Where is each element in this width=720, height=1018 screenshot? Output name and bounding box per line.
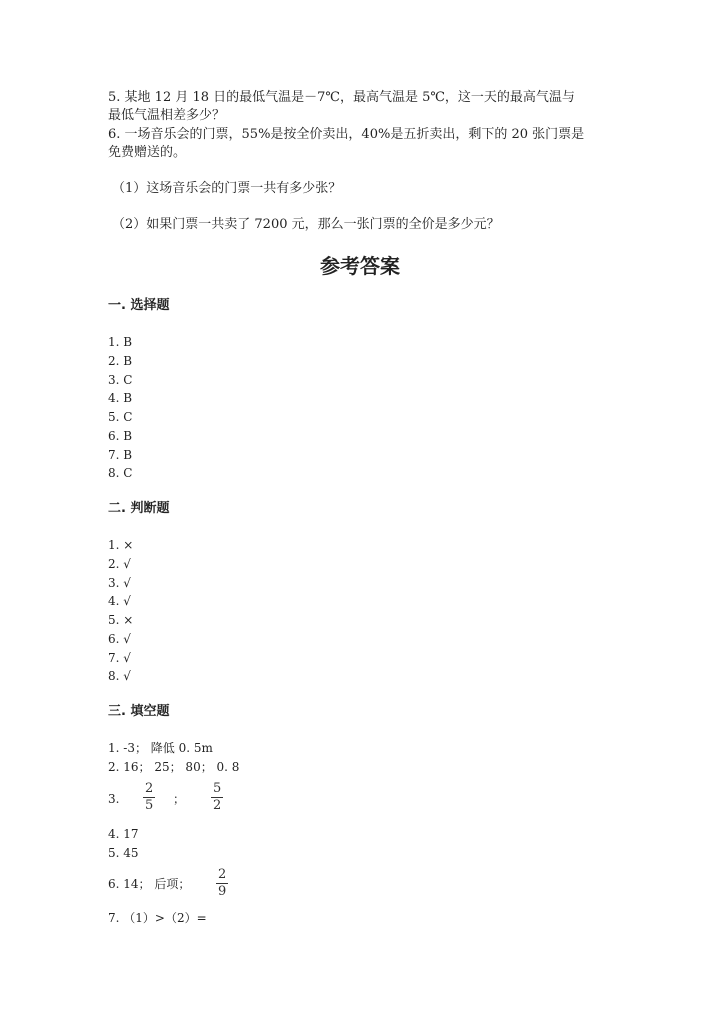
section-3-heading: 三. 填空题 bbox=[108, 704, 170, 719]
section-3-answer-2: 2. 16； 25； 80； 0. 8 bbox=[108, 760, 240, 774]
question-6-sub-2: （2）如果门票一共卖了 7200 元，那么一张门票的全价是多少元？ bbox=[112, 217, 500, 232]
section-2-answer: 6. √ bbox=[108, 632, 131, 646]
section-2-answer: 2. √ bbox=[108, 557, 131, 571]
section-3-answer-3-label: 3. bbox=[108, 792, 120, 806]
section-1-answer: 8. C bbox=[108, 466, 133, 480]
fraction-denominator: 2 bbox=[213, 798, 222, 813]
fraction-five-halves bbox=[211, 782, 223, 813]
question-5-line-2: 最低气温相差多少？ bbox=[108, 108, 226, 123]
question-5-line-1: 5. 某地 12 月 18 日的最低气温是－7℃，最高气温是 5℃，这一天的最高气温与 bbox=[108, 90, 575, 105]
section-1-answer: 4. B bbox=[108, 391, 133, 405]
section-2-answer: 1. × bbox=[108, 538, 134, 552]
section-3-answer-6-label: 6. 14； 后项； bbox=[108, 877, 191, 891]
section-1-answer: 2. B bbox=[108, 354, 133, 368]
section-1-heading: 一. 选择题 bbox=[108, 298, 170, 313]
question-6-sub-1: （1）这场音乐会的门票一共有多少张？ bbox=[112, 181, 342, 196]
section-2-answer: 5. × bbox=[108, 613, 134, 627]
fraction-numerator: 5 bbox=[213, 781, 222, 796]
fraction-numerator: 2 bbox=[218, 867, 227, 882]
section-1-answer: 1. B bbox=[108, 335, 133, 349]
fraction-separator: ； bbox=[173, 792, 186, 806]
section-3-answer-1: 1. -3； 降低 0. 5m bbox=[108, 741, 213, 755]
section-2-answer: 8. √ bbox=[108, 669, 131, 683]
fraction-denominator: 9 bbox=[218, 884, 227, 899]
section-1-answer: 5. C bbox=[108, 410, 133, 424]
section-3-answer-5: 5. 45 bbox=[108, 846, 139, 860]
question-6-line-1: 6. 一场音乐会的门票，55%是按全价卖出，40%是五折卖出，剩下的 20 张门票是 bbox=[108, 127, 585, 142]
section-2-heading: 二. 判断题 bbox=[108, 501, 170, 516]
section-2-answer: 7. √ bbox=[108, 651, 131, 665]
section-1-answer: 7. B bbox=[108, 448, 133, 462]
section-2-answer: 3. √ bbox=[108, 576, 131, 590]
section-1-answer: 3. C bbox=[108, 373, 133, 387]
answer-title: 参考答案 bbox=[320, 254, 400, 278]
fraction-numerator: 2 bbox=[145, 781, 154, 796]
fraction-denominator: 5 bbox=[145, 798, 154, 813]
fraction-two-ninths bbox=[216, 868, 228, 899]
section-3-answer-7: 7. （1）>（2）= bbox=[108, 911, 207, 925]
section-1-answer: 6. B bbox=[108, 429, 133, 443]
section-2-answer: 4. √ bbox=[108, 594, 131, 608]
fraction-two-fifths bbox=[143, 782, 155, 813]
section-3-answer-4: 4. 17 bbox=[108, 827, 139, 841]
question-6-line-2: 免费赠送的。 bbox=[108, 145, 187, 160]
